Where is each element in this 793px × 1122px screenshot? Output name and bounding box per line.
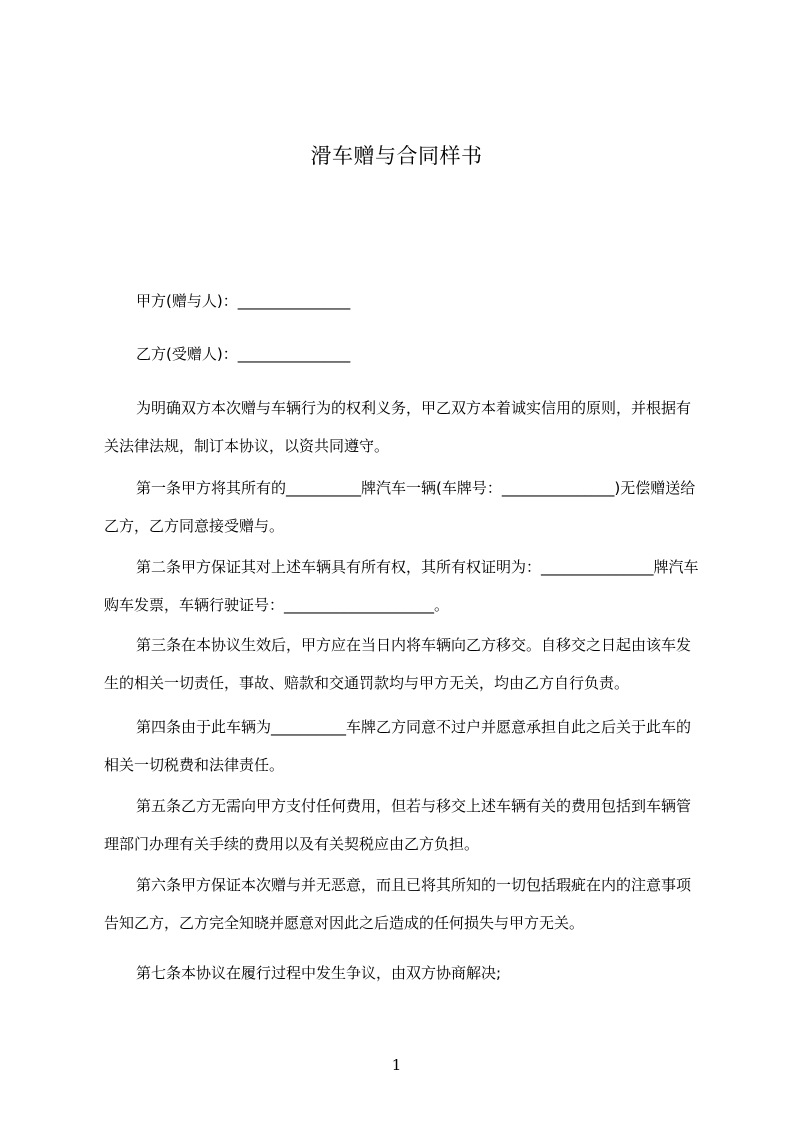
document-title: 滑车赠与合同样书 — [310, 144, 483, 168]
party-a-line: 甲方(赠与人)：_______________ — [136, 292, 351, 310]
article-4-paragraph: 第四条由于此车辆为__________车牌乙方同意不过户并愿意承担自此之后关于此车的相关一切税费和法律责任。 — [104, 718, 692, 774]
preamble-paragraph: 为明确双方本次赠与车辆行为的权利义务，甲乙双方本着诚实信用的原则，并根据有关法律法规，制订本协议，以资共同遵守。 — [104, 399, 692, 455]
party-b-line: 乙方(受赠人)：_______________ — [136, 345, 351, 363]
article-3-paragraph: 第三条在本协议生效后，甲方应在当日内将车辆向乙方移交。自移交之日起由该车发生的相关一切责任，事故、赔款和交通罚款均与甲方无关，均由乙方自行负责。 — [104, 636, 692, 692]
article-5-paragraph: 第五条乙方无需向甲方支付任何费用，但若与移交上述车辆有关的费用包括到车辆管理部门办理有关手续的费用以及有关契税应由乙方负担。 — [104, 797, 692, 853]
article-6-paragraph: 第六条甲方保证本次赠与并无恶意，而且已将其所知的一切包括瑕疵在内的注意事项告知乙方，乙方完全知晓并愿意对因此之后造成的任何损失与甲方无关。 — [104, 876, 692, 932]
article-1-paragraph: 第一条甲方将其所有的__________牌汽车一辆(车牌号：_______________)无偿赠送给乙方，乙方同意接受赠与。 — [104, 479, 696, 535]
article-2-paragraph: 第二条甲方保证其对上述车辆具有所有权，其所有权证明为：_______________牌汽车购车发票，车辆行驶证号：____________________。 — [104, 558, 699, 614]
page-number: 1 — [391, 1056, 402, 1074]
article-7-paragraph: 第七条本协议在履行过程中发生争议，由双方协商解决; — [136, 964, 502, 982]
